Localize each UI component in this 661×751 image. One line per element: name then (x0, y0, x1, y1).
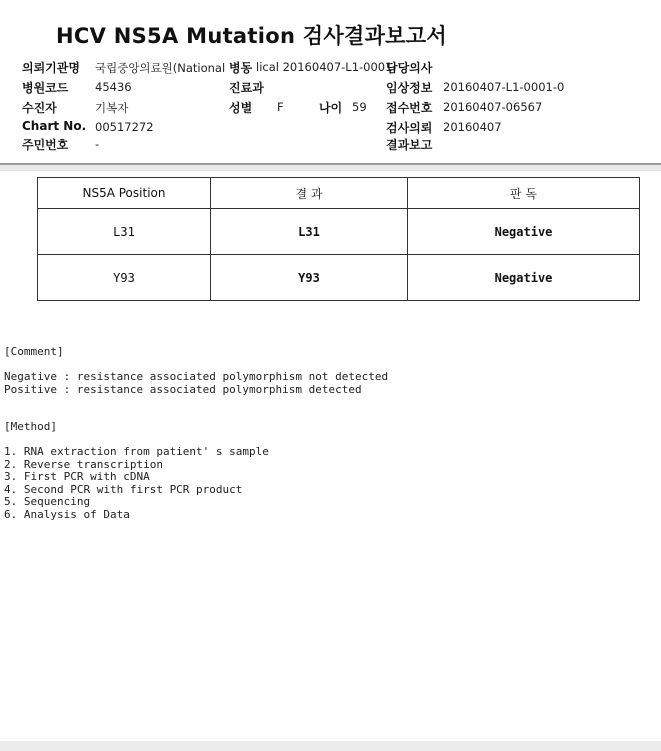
comment-line: Negative : resistance associated polymorphism not detected (4, 370, 389, 383)
method-heading: [Method] (4, 420, 57, 433)
institution-label: 의뢰기관명 (22, 61, 80, 75)
comment-line: Positive : resistance associated polymorphism detected (4, 383, 362, 396)
ward-value: lical 20160407-L1-0001- (256, 60, 397, 74)
receipt-label: 접수번호 (386, 101, 433, 115)
report-title: HCV NS5A Mutation 검사결과보고서 (56, 24, 447, 48)
method-step: 1. RNA extraction from patient' s sample (4, 445, 269, 458)
method-step: 5. Sequencing (4, 495, 91, 508)
cell-result: Y93 (211, 255, 408, 301)
examinee-value: 기복자 (95, 101, 129, 115)
clinical-label: 임상정보 (386, 81, 433, 95)
clinical-value: 20160407-L1-0001-0 (443, 80, 565, 94)
comment-heading: [Comment] (4, 345, 64, 358)
chart-value: 00517272 (95, 120, 154, 134)
table-row (38, 255, 640, 301)
doctor-label: 담당의사 (386, 61, 433, 75)
method-step: 4. Second PCR with first PCR product (4, 483, 243, 496)
cell-result: L31 (211, 209, 408, 255)
receipt-value: 20160407-06567 (443, 100, 543, 114)
sex-value: F (277, 100, 284, 114)
method-step: 2. Reverse transcription (4, 458, 163, 471)
age-label: 나이 (319, 101, 343, 115)
cell-position: Y93 (38, 255, 211, 301)
section-divider (0, 165, 661, 171)
sex-label: 성별 (229, 101, 253, 115)
id-value: - (95, 137, 100, 151)
cell-interpretation: Negative (408, 209, 640, 255)
table-row (38, 209, 640, 255)
institution-value: 국립중앙의료원(National (95, 61, 226, 75)
table-header-row (38, 178, 640, 209)
hospital-code-label: 병원코드 (22, 81, 69, 95)
method-step: 6. Analysis of Data (4, 508, 130, 521)
request-label: 검사의뢰 (386, 121, 433, 135)
header-result: 결 과 (211, 178, 408, 209)
report-header (0, 0, 661, 165)
chart-label: Chart No. (22, 119, 87, 133)
header-position: NS5A Position (38, 178, 211, 209)
result-table (37, 177, 640, 301)
id-label: 주민번호 (22, 138, 69, 152)
cell-position: L31 (38, 209, 211, 255)
cell-interpretation: Negative (408, 255, 640, 301)
ward-label: 병동 (229, 61, 253, 75)
request-value: 20160407 (443, 120, 502, 134)
examinee-label: 수진자 (22, 101, 57, 115)
age-value: 59 (352, 100, 367, 114)
hospital-code-value: 45436 (95, 80, 132, 94)
page-bottom-edge (0, 741, 661, 751)
header-interpretation: 판 독 (408, 178, 640, 209)
report-label: 결과보고 (386, 138, 433, 152)
method-step: 3. First PCR with cDNA (4, 470, 150, 483)
dept-label: 진료과 (229, 81, 264, 95)
